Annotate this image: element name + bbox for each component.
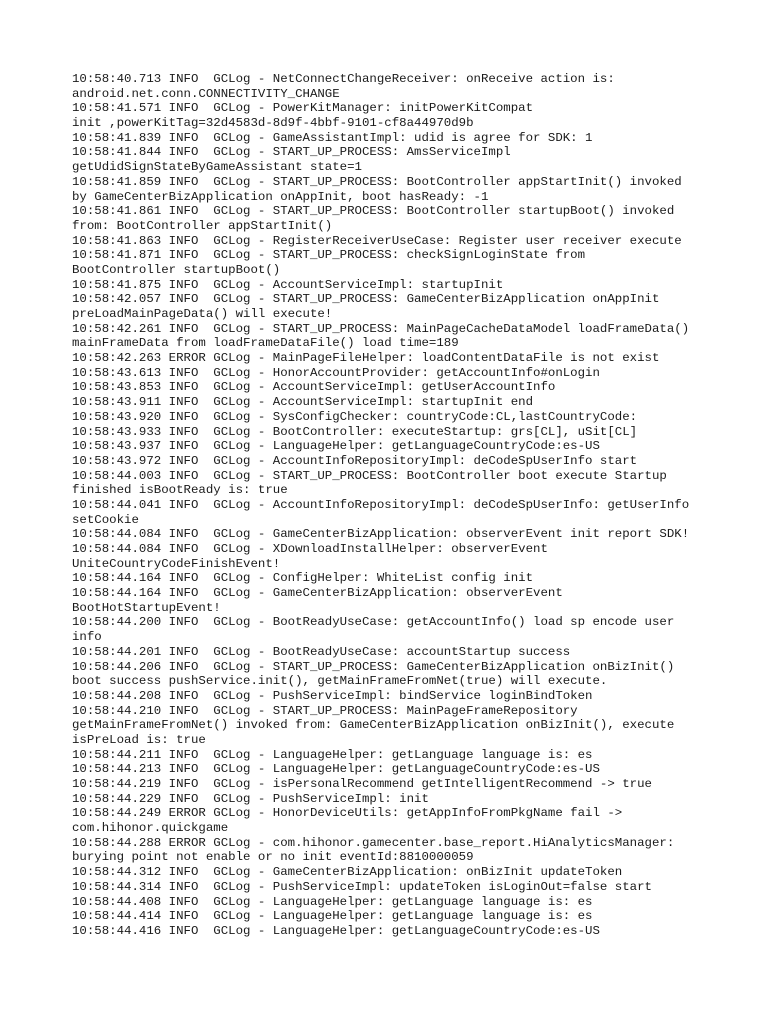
log-line: 10:58:41.875 INFO GCLog - AccountServiceImpl: startupInit: [72, 277, 504, 292]
log-line: 10:58:41.844 INFO GCLog - START_UP_PROCESS: AmsServiceImpl: [72, 145, 511, 160]
log-line: 10:58:41.863 INFO GCLog - RegisterReceiverUseCase: Register user receiver execute: [72, 233, 682, 248]
log-line: 10:58:41.871 INFO GCLog - START_UP_PROCESS: checkSignLoginState from: [72, 248, 586, 263]
log-line: 10:58:43.853 INFO GCLog - AccountServiceImpl: getUserAccountInfo: [72, 380, 556, 395]
log-line: 10:58:44.249 ERROR GCLog - HonorDeviceUtils: getAppInfoFromPkgName fail ->: [72, 806, 623, 821]
log-text-block: [72, 72, 712, 939]
log-line: UniteCountryCodeFinishEvent!: [72, 556, 281, 571]
log-line: getUdidSignStateByGameAssistant state=1: [72, 160, 362, 175]
log-line: 10:58:44.164 INFO GCLog - ConfigHelper: WhiteList config init: [72, 571, 534, 586]
log-line: 10:58:43.613 INFO GCLog - HonorAccountProvider: getAccountInfo#onLogin: [72, 365, 600, 380]
log-line: isPreLoad is: true: [72, 732, 206, 747]
log-line: 10:58:44.408 INFO GCLog - LanguageHelper: getLanguage language is: es: [72, 894, 593, 909]
log-line: info: [72, 630, 102, 645]
log-line: BootController startupBoot(): [72, 262, 281, 277]
log-line: 10:58:42.057 INFO GCLog - START_UP_PROCESS: GameCenterBizApplication onAppInit: [72, 292, 660, 307]
log-line: 10:58:44.314 INFO GCLog - PushServiceImpl: updateToken isLoginOut=false start: [72, 879, 652, 894]
log-line: android.net.conn.CONNECTIVITY_CHANGE: [72, 86, 340, 101]
log-line: 10:58:44.312 INFO GCLog - GameCenterBizApplication: onBizInit updateToken: [72, 865, 623, 880]
log-line: com.hihonor.quickgame: [72, 821, 229, 836]
log-line: 10:58:44.200 INFO GCLog - BootReadyUseCase: getAccountInfo() load sp encode user: [72, 615, 675, 630]
log-line: preLoadMainPageData() will execute!: [72, 307, 333, 321]
log-line: mainFrameData from loadFrameDataFile() load time=189: [72, 336, 459, 351]
log-line: init ,powerKitTag=32d4583d-8d9f-4bbf-9101-cf8a44970d9b: [72, 116, 474, 131]
log-line: 10:58:44.208 INFO GCLog - PushServiceImpl: bindService loginBindToken: [72, 688, 593, 703]
log-line: setCookie: [72, 512, 139, 527]
log-line: 10:58:41.571 INFO GCLog - PowerKitManager: initPowerKitCompat: [72, 101, 534, 116]
log-line: burying point not enable or no init eventId:8810000059: [72, 850, 474, 865]
log-line: 10:58:44.416 INFO GCLog - LanguageHelper: getLanguageCountryCode:es-US: [72, 923, 600, 938]
log-line: 10:58:44.229 INFO GCLog - PushServiceImpl: init: [72, 791, 429, 806]
log-line: from: BootController appStartInit(): [72, 218, 333, 233]
log-line: 10:58:40.713 INFO GCLog - NetConnectChangeReceiver: onReceive action is:: [72, 72, 615, 86]
log-line: 10:58:44.084 INFO GCLog - GameCenterBizApplication: observerEvent init report SDK!: [72, 527, 690, 542]
log-line: 10:58:43.911 INFO GCLog - AccountServiceImpl: startupInit end: [72, 395, 534, 410]
log-line: 10:58:42.263 ERROR GCLog - MainPageFileHelper: loadContentDataFile is not exist: [72, 351, 660, 366]
log-line: 10:58:44.003 INFO GCLog - START_UP_PROCESS: BootController boot execute Startup: [72, 468, 667, 483]
log-line: 10:58:44.211 INFO GCLog - LanguageHelper: getLanguage language is: es: [72, 747, 593, 762]
log-line: boot success pushService.init(), getMainFrameFromNet(true) will execute.: [72, 674, 608, 689]
log-line: 10:58:44.206 INFO GCLog - START_UP_PROCESS: GameCenterBizApplication onBizInit(): [72, 659, 675, 674]
log-line: 10:58:44.219 INFO GCLog - isPersonalRecommend getIntelligentRecommend -> true: [72, 777, 652, 791]
log-line: 10:58:44.201 INFO GCLog - BootReadyUseCase: accountStartup success: [72, 644, 571, 659]
log-line: by GameCenterBizApplication onAppInit, boot hasReady: -1: [72, 189, 489, 204]
log-line: 10:58:44.084 INFO GCLog - XDownloadInstallHelper: observerEvent: [72, 542, 548, 556]
log-line: 10:58:43.920 INFO GCLog - SysConfigChecker: countryCode:CL,lastCountryCode:: [72, 409, 638, 424]
log-line: 10:58:43.972 INFO GCLog - AccountInfoRepositoryImpl: deCodeSpUserInfo start: [72, 453, 638, 468]
log-line: 10:58:43.933 INFO GCLog - BootController: executeStartup: grs[CL], uSit[CL]: [72, 424, 638, 439]
log-line: finished isBootReady is: true: [72, 483, 288, 498]
log-line: 10:58:44.213 INFO GCLog - LanguageHelper: getLanguageCountryCode:es-US: [72, 762, 600, 777]
log-line: 10:58:44.041 INFO GCLog - AccountInfoRepositoryImpl: deCodeSpUserInfo: getUserInfo: [72, 497, 690, 512]
log-line: 10:58:44.288 ERROR GCLog - com.hihonor.gamecenter.base_report.HiAnalyticsManager:: [72, 835, 675, 850]
log-line: getMainFrameFromNet() invoked from: GameCenterBizApplication onBizInit(), execute: [72, 718, 675, 733]
log-line: 10:58:43.937 INFO GCLog - LanguageHelper: getLanguageCountryCode:es-US: [72, 439, 600, 454]
log-line: 10:58:44.210 INFO GCLog - START_UP_PROCESS: MainPageFrameRepository: [72, 703, 578, 718]
log-line: 10:58:42.261 INFO GCLog - START_UP_PROCESS: MainPageCacheDataModel loadFrameData(): [72, 321, 690, 336]
log-line: 10:58:44.414 INFO GCLog - LanguageHelper: getLanguage language is: es: [72, 909, 593, 924]
log-line: BootHotStartupEvent!: [72, 600, 221, 615]
log-line: 10:58:44.164 INFO GCLog - GameCenterBizApplication: observerEvent: [72, 586, 563, 601]
log-line: 10:58:41.859 INFO GCLog - START_UP_PROCESS: BootController appStartInit() invoked: [72, 174, 682, 189]
log-line: 10:58:41.861 INFO GCLog - START_UP_PROCESS: BootController startupBoot() invoked: [72, 204, 675, 219]
log-line: 10:58:41.839 INFO GCLog - GameAssistantImpl: udid is agree for SDK: 1: [72, 130, 593, 145]
